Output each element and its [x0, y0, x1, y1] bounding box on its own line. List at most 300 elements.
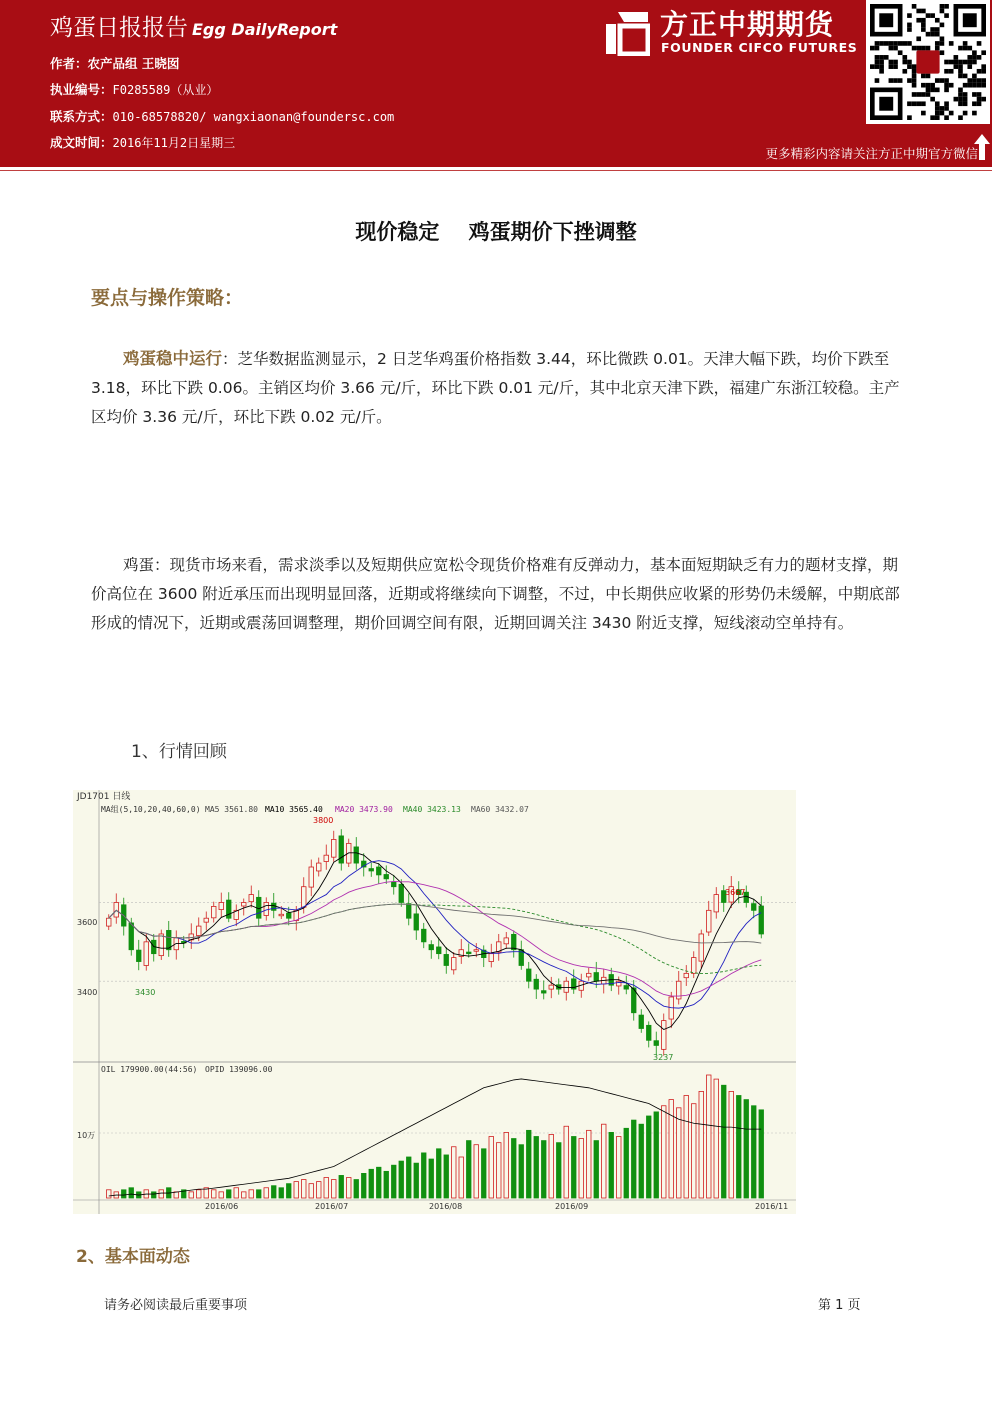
volume-bar: [527, 1130, 532, 1198]
candle-body: [639, 1015, 644, 1028]
candle-body: [549, 985, 554, 989]
candle-body: [227, 900, 232, 918]
x-tick-2016-07: 2016/07: [315, 1202, 349, 1211]
qr-module: [963, 46, 968, 51]
volume-bar: [152, 1192, 157, 1198]
volume-bar: [407, 1157, 412, 1198]
qr-module: [893, 46, 898, 51]
report-title-cn: 鸡蛋日报报告: [50, 15, 188, 41]
logo-text-cn: 方正中期期货: [660, 8, 835, 41]
qr-module: [912, 46, 917, 51]
date-line: [50, 133, 235, 151]
qr-module: [967, 78, 972, 83]
qr-module: [954, 60, 959, 65]
qr-module: [875, 55, 880, 60]
volume-bar: [632, 1120, 637, 1198]
qr-module: [912, 92, 917, 97]
qr-module: [972, 83, 977, 88]
qr-module: [972, 92, 977, 97]
qr-module: [902, 69, 907, 74]
qr-module: [926, 13, 931, 18]
volume-bar: [519, 1145, 524, 1198]
volume-bar: [197, 1190, 202, 1198]
candle-body: [594, 973, 599, 982]
qr-module: [958, 92, 963, 97]
volume-bar: [369, 1169, 374, 1198]
qr-module: [879, 55, 884, 60]
qr-module: [972, 55, 977, 60]
volume-bar: [242, 1192, 247, 1198]
qr-module: [907, 60, 912, 65]
volume-bar: [744, 1100, 749, 1198]
volume-bar: [714, 1079, 719, 1198]
qr-module: [907, 101, 912, 106]
fundamentals-heading: 2、基本面动态: [76, 1247, 190, 1267]
qr-module: [935, 41, 940, 46]
qr-module: [963, 101, 968, 106]
qr-module: [949, 69, 954, 74]
qr-module: [930, 88, 935, 93]
qr-module: [921, 92, 926, 97]
qr-module: [889, 64, 894, 69]
candle-body: [489, 954, 494, 962]
footer-page-number: 第 1 页: [818, 1298, 861, 1313]
qr-module: [875, 46, 880, 51]
qr-module: [940, 50, 945, 55]
candle-body: [527, 969, 532, 981]
qr-module: [967, 55, 972, 60]
candle-body: [212, 906, 217, 917]
volume-bar: [227, 1190, 232, 1198]
annotation-3800: 3800: [313, 816, 334, 825]
qr-module: [889, 60, 894, 65]
candle-body: [129, 923, 134, 950]
candle-body: [279, 914, 284, 916]
qr-module: [921, 83, 926, 88]
license-value: F0285589（从业）: [112, 83, 219, 97]
qr-module: [940, 36, 945, 41]
qr-module: [940, 41, 945, 46]
candle-body: [264, 902, 269, 915]
qr-module: [935, 115, 940, 120]
qr-module: [912, 101, 917, 106]
candle-body: [452, 958, 457, 970]
volume-bar: [347, 1178, 352, 1199]
qr-module: [926, 92, 931, 97]
volume-bar: [752, 1106, 757, 1198]
candle-body: [564, 981, 569, 992]
qr-module: [944, 4, 949, 9]
volume-bar: [422, 1153, 427, 1198]
candle-body: [114, 902, 119, 917]
qr-module: [935, 106, 940, 111]
qr-module: [926, 32, 931, 37]
x-tick-2016-11: 2016/11: [755, 1202, 789, 1211]
qr-module: [967, 60, 972, 65]
qr-module: [935, 32, 940, 37]
qr-module: [977, 69, 982, 74]
candle-body: [287, 913, 292, 918]
qr-module: [940, 106, 945, 111]
qr-module: [935, 88, 940, 93]
qr-module: [893, 60, 898, 65]
volume-tick-label: 10万: [77, 1131, 96, 1140]
qr-module: [949, 83, 954, 88]
volume-bar: [212, 1190, 217, 1198]
candle-body: [204, 918, 209, 922]
qr-module: [902, 60, 907, 65]
qr-module: [972, 111, 977, 116]
up-arrow-icon: [974, 134, 990, 160]
candle-body: [272, 903, 277, 910]
volume-bar: [452, 1147, 457, 1198]
candle-body: [309, 867, 314, 887]
candle-body: [707, 910, 712, 932]
candle-body: [354, 847, 359, 863]
qr-module: [875, 64, 880, 69]
candle-body: [332, 839, 337, 857]
candle-body: [647, 1025, 652, 1040]
volume-bar: [564, 1126, 569, 1198]
qr-module: [940, 111, 945, 116]
qr-module: [889, 41, 894, 46]
qr-module: [893, 78, 898, 83]
volume-bar: [512, 1139, 517, 1198]
spot-market-lead: 鸡蛋稳中运行: [123, 349, 222, 368]
qr-module: [944, 101, 949, 106]
volume-bar: [309, 1184, 314, 1198]
qr-module: [926, 88, 931, 93]
spot-market-body: ：芝华数据监测显示，2 日芝华鸡蛋价格指数 3.44，环比微跌 0.01。天津大幅下跌，均价下跌至 3.18，环比下跌 0.06。主销区均价 3.66 元/斤，环比下跌 0.01 元/斤，其中北京天津下跌，福建广东浙江较稳。主产区均价 3.36 元/斤，环比下跌 0.02 元/斤。: [91, 350, 900, 426]
qr-module: [958, 60, 963, 65]
candle-body: [699, 934, 704, 961]
spot-market-paragraph: [91, 344, 911, 432]
qr-module: [907, 115, 912, 120]
volume-bar: [722, 1085, 727, 1198]
volume-bar: [572, 1137, 577, 1199]
candle-body: [242, 902, 247, 906]
volume-bar: [399, 1161, 404, 1198]
volume-bar: [174, 1192, 179, 1198]
qr-module: [935, 78, 940, 83]
qr-module: [898, 41, 903, 46]
candle-body: [684, 973, 689, 977]
x-tick-2016-06: 2016/06: [205, 1202, 239, 1211]
volume-bar: [257, 1190, 262, 1198]
oi-label: OIL 179900.00(44:56): [101, 1065, 198, 1074]
candle-body: [219, 902, 224, 909]
wechat-qr-code[interactable]: [866, 0, 990, 124]
outlook-paragraph: [91, 551, 911, 638]
qr-module: [916, 36, 921, 41]
qr-module: [944, 13, 949, 18]
volume-bar: [129, 1188, 134, 1198]
qr-module: [912, 4, 917, 9]
candle-body: [752, 904, 757, 911]
volume-bar: [159, 1190, 164, 1198]
qr-module: [935, 27, 940, 32]
qr-module: [921, 18, 926, 23]
annotation-3430: 3430: [135, 988, 156, 997]
qr-module: [940, 4, 945, 9]
qr-module: [940, 23, 945, 28]
qr-module: [879, 60, 884, 65]
qr-module: [963, 83, 968, 88]
candle-body: [467, 952, 472, 954]
volume-bar: [504, 1132, 509, 1198]
qr-module: [963, 97, 968, 102]
qr-module: [963, 92, 968, 97]
qr-module: [954, 97, 959, 102]
report-title: [50, 9, 337, 42]
qr-module: [907, 23, 912, 28]
volume-bar: [264, 1188, 269, 1198]
qr-module: [958, 74, 963, 79]
qr-module: [940, 9, 945, 14]
volume-bar: [279, 1188, 284, 1198]
volume-bar: [294, 1182, 299, 1198]
qr-module: [898, 78, 903, 83]
candle-body: [407, 904, 412, 919]
qr-module: [912, 69, 917, 74]
candle-body: [399, 884, 404, 902]
volume-bar: [557, 1143, 562, 1198]
annotation-3237: 3237: [653, 1053, 674, 1062]
qr-module: [926, 74, 931, 79]
qr-module: [875, 78, 880, 83]
candle-body: [324, 855, 329, 861]
volume-bar: [332, 1180, 337, 1198]
qr-module: [958, 97, 963, 102]
volume-bar: [624, 1128, 629, 1198]
volume-bar: [579, 1139, 584, 1198]
author-line: [50, 54, 179, 72]
volume-bar: [377, 1167, 382, 1198]
volume-bar: [594, 1141, 599, 1198]
license-label: 执业编号：: [50, 82, 113, 97]
ma-group-label: MA组(5,10,20,40,60,0): [101, 805, 201, 814]
volume-bar: [602, 1124, 607, 1198]
ma5-label: MA5 3561.80: [205, 805, 258, 814]
qr-module: [907, 13, 912, 18]
qr-module: [981, 78, 986, 83]
qr-module: [930, 13, 935, 18]
qr-module: [977, 78, 982, 83]
qr-module: [935, 111, 940, 116]
author-label: 作者：: [50, 56, 88, 71]
candle-body: [392, 882, 397, 887]
volume-bar: [549, 1134, 554, 1198]
follow-wechat-text: 更多精彩内容请关注方正中期官方微信: [765, 146, 978, 161]
qr-module: [958, 88, 963, 93]
qr-module: [972, 101, 977, 106]
volume-bar: [639, 1124, 644, 1198]
candle-body: [534, 979, 539, 989]
qr-module: [972, 60, 977, 65]
volume-bar: [302, 1180, 307, 1198]
ma20-label: MA20 3473.90: [335, 805, 393, 814]
qr-module: [954, 55, 959, 60]
contact-value[interactable]: 010-68578820/ wangxiaonan@foundersc.com: [112, 110, 395, 124]
qr-module: [958, 115, 963, 120]
qr-module: [935, 101, 940, 106]
price-chart: [73, 790, 796, 1214]
qr-module: [893, 64, 898, 69]
price-chart-svg: [73, 790, 796, 1214]
qr-module: [977, 83, 982, 88]
volume-bar: [392, 1165, 397, 1198]
price-tick-3600: 3600: [77, 918, 98, 927]
candle-body: [377, 867, 382, 875]
qr-module: [907, 27, 912, 32]
qr-module: [889, 46, 894, 51]
volume-bar: [437, 1149, 442, 1198]
outlook-body: 鸡蛋：现货市场来看，需求淡季以及短期供应宽松令现货价格难有反弹动力，基本面短期缺乏有力的题材支撑，期价高位在 3600 附近承压而出现明显回落，近期或将继续向下调整，不过，中长期供应收紧的形势仍未缓解，中期底部形成的情况下，近期或震荡回调整理，期价回调空间有限，近期回调关注 3430 附近支撑，短线滚动空单持有。: [91, 556, 900, 632]
candle-body: [624, 986, 629, 990]
qr-module: [977, 92, 982, 97]
qr-module: [912, 74, 917, 79]
qr-module: [930, 83, 935, 88]
qr-module: [954, 64, 959, 69]
volume-bar: [542, 1141, 547, 1198]
qr-module: [967, 46, 972, 51]
market-review-heading: 1、行情回顾: [131, 742, 227, 762]
x-tick-2016-09: 2016/09: [555, 1202, 589, 1211]
candle-body: [759, 906, 764, 934]
volume-bar: [699, 1091, 704, 1198]
qr-module: [884, 41, 889, 46]
contact-line: [50, 107, 394, 125]
qr-module: [921, 9, 926, 14]
candle-body: [617, 981, 622, 986]
qr-module: [879, 41, 884, 46]
qr-finder-inner: [879, 13, 893, 27]
candle-body: [384, 874, 389, 878]
qr-module: [916, 18, 921, 23]
qr-module: [944, 78, 949, 83]
candle-body: [662, 1021, 667, 1050]
volume-bar: [489, 1137, 494, 1199]
candle-body: [692, 958, 697, 974]
qr-module: [930, 27, 935, 32]
volume-bar: [339, 1175, 344, 1198]
qr-module: [921, 46, 926, 51]
volume-bar: [384, 1171, 389, 1198]
volume-bar: [707, 1075, 712, 1198]
qr-module: [921, 111, 926, 116]
qr-module: [981, 69, 986, 74]
qr-module: [930, 115, 935, 120]
volume-bar: [647, 1116, 652, 1198]
qr-module: [912, 83, 917, 88]
candle-body: [474, 950, 479, 952]
qr-module: [893, 41, 898, 46]
candle-body: [197, 926, 202, 935]
candle-body: [302, 887, 307, 907]
qr-module: [902, 41, 907, 46]
price-tick-3400: 3400: [77, 988, 98, 997]
candle-body: [369, 869, 374, 871]
qr-module: [981, 64, 986, 69]
qr-module: [930, 97, 935, 102]
volume-bar: [362, 1173, 367, 1198]
qr-module: [926, 46, 931, 51]
volume-bar: [414, 1163, 419, 1198]
qr-module: [977, 41, 982, 46]
volume-bar: [692, 1104, 697, 1198]
candle-body: [429, 945, 434, 950]
qr-module: [958, 101, 963, 106]
volume-bar: [189, 1192, 194, 1198]
candle-body: [414, 914, 419, 930]
qr-module: [981, 83, 986, 88]
volume-bar: [534, 1137, 539, 1199]
qr-finder-inner: [879, 97, 893, 111]
qr-module: [944, 60, 949, 65]
qr-module: [944, 69, 949, 74]
qr-module: [870, 64, 875, 69]
qr-module: [935, 46, 940, 51]
ma40-label: MA40 3423.13: [403, 805, 461, 814]
qr-module: [930, 32, 935, 37]
header-divider: [0, 170, 992, 171]
qr-module: [940, 78, 945, 83]
volume-bar: [459, 1157, 464, 1198]
qr-center-logo: [916, 50, 939, 73]
qr-module: [921, 23, 926, 28]
qr-module: [977, 97, 982, 102]
candle-body: [107, 918, 112, 926]
candle-body: [317, 863, 322, 871]
qr-module: [875, 41, 880, 46]
volume-bar: [219, 1192, 224, 1198]
qr-module: [963, 41, 968, 46]
qr-module: [944, 106, 949, 111]
qr-module: [916, 92, 921, 97]
qr-module: [875, 60, 880, 65]
volume-bar: [482, 1149, 487, 1198]
volume-bar: [249, 1190, 254, 1198]
chart-title: JD1701 日线: [77, 792, 131, 802]
founder-logo-icon: [604, 10, 650, 56]
qr-module: [912, 64, 917, 69]
qr-module: [916, 101, 921, 106]
volume-bar: [234, 1188, 239, 1198]
candle-body: [504, 938, 509, 944]
qr-module: [958, 64, 963, 69]
volume-bar: [122, 1190, 127, 1198]
candle-body: [437, 947, 442, 954]
qr-module: [907, 41, 912, 46]
volume-bar: [317, 1182, 322, 1198]
candle-body: [249, 895, 254, 902]
qr-module: [963, 74, 968, 79]
ma10-label: MA10 3565.40: [265, 805, 323, 814]
candle-body: [144, 942, 149, 966]
qr-module: [921, 27, 926, 32]
qr-module: [972, 74, 977, 79]
qr-module: [889, 78, 894, 83]
candle-body: [654, 1041, 659, 1046]
strategy-heading: 要点与操作策略：: [91, 287, 244, 309]
ma60-label: MA60 3432.07: [471, 805, 529, 814]
qr-module: [884, 55, 889, 60]
candle-body: [512, 934, 517, 949]
qr-module: [972, 78, 977, 83]
qr-module: [916, 9, 921, 14]
volume-bar: [429, 1159, 434, 1198]
volume-bar: [324, 1178, 329, 1199]
